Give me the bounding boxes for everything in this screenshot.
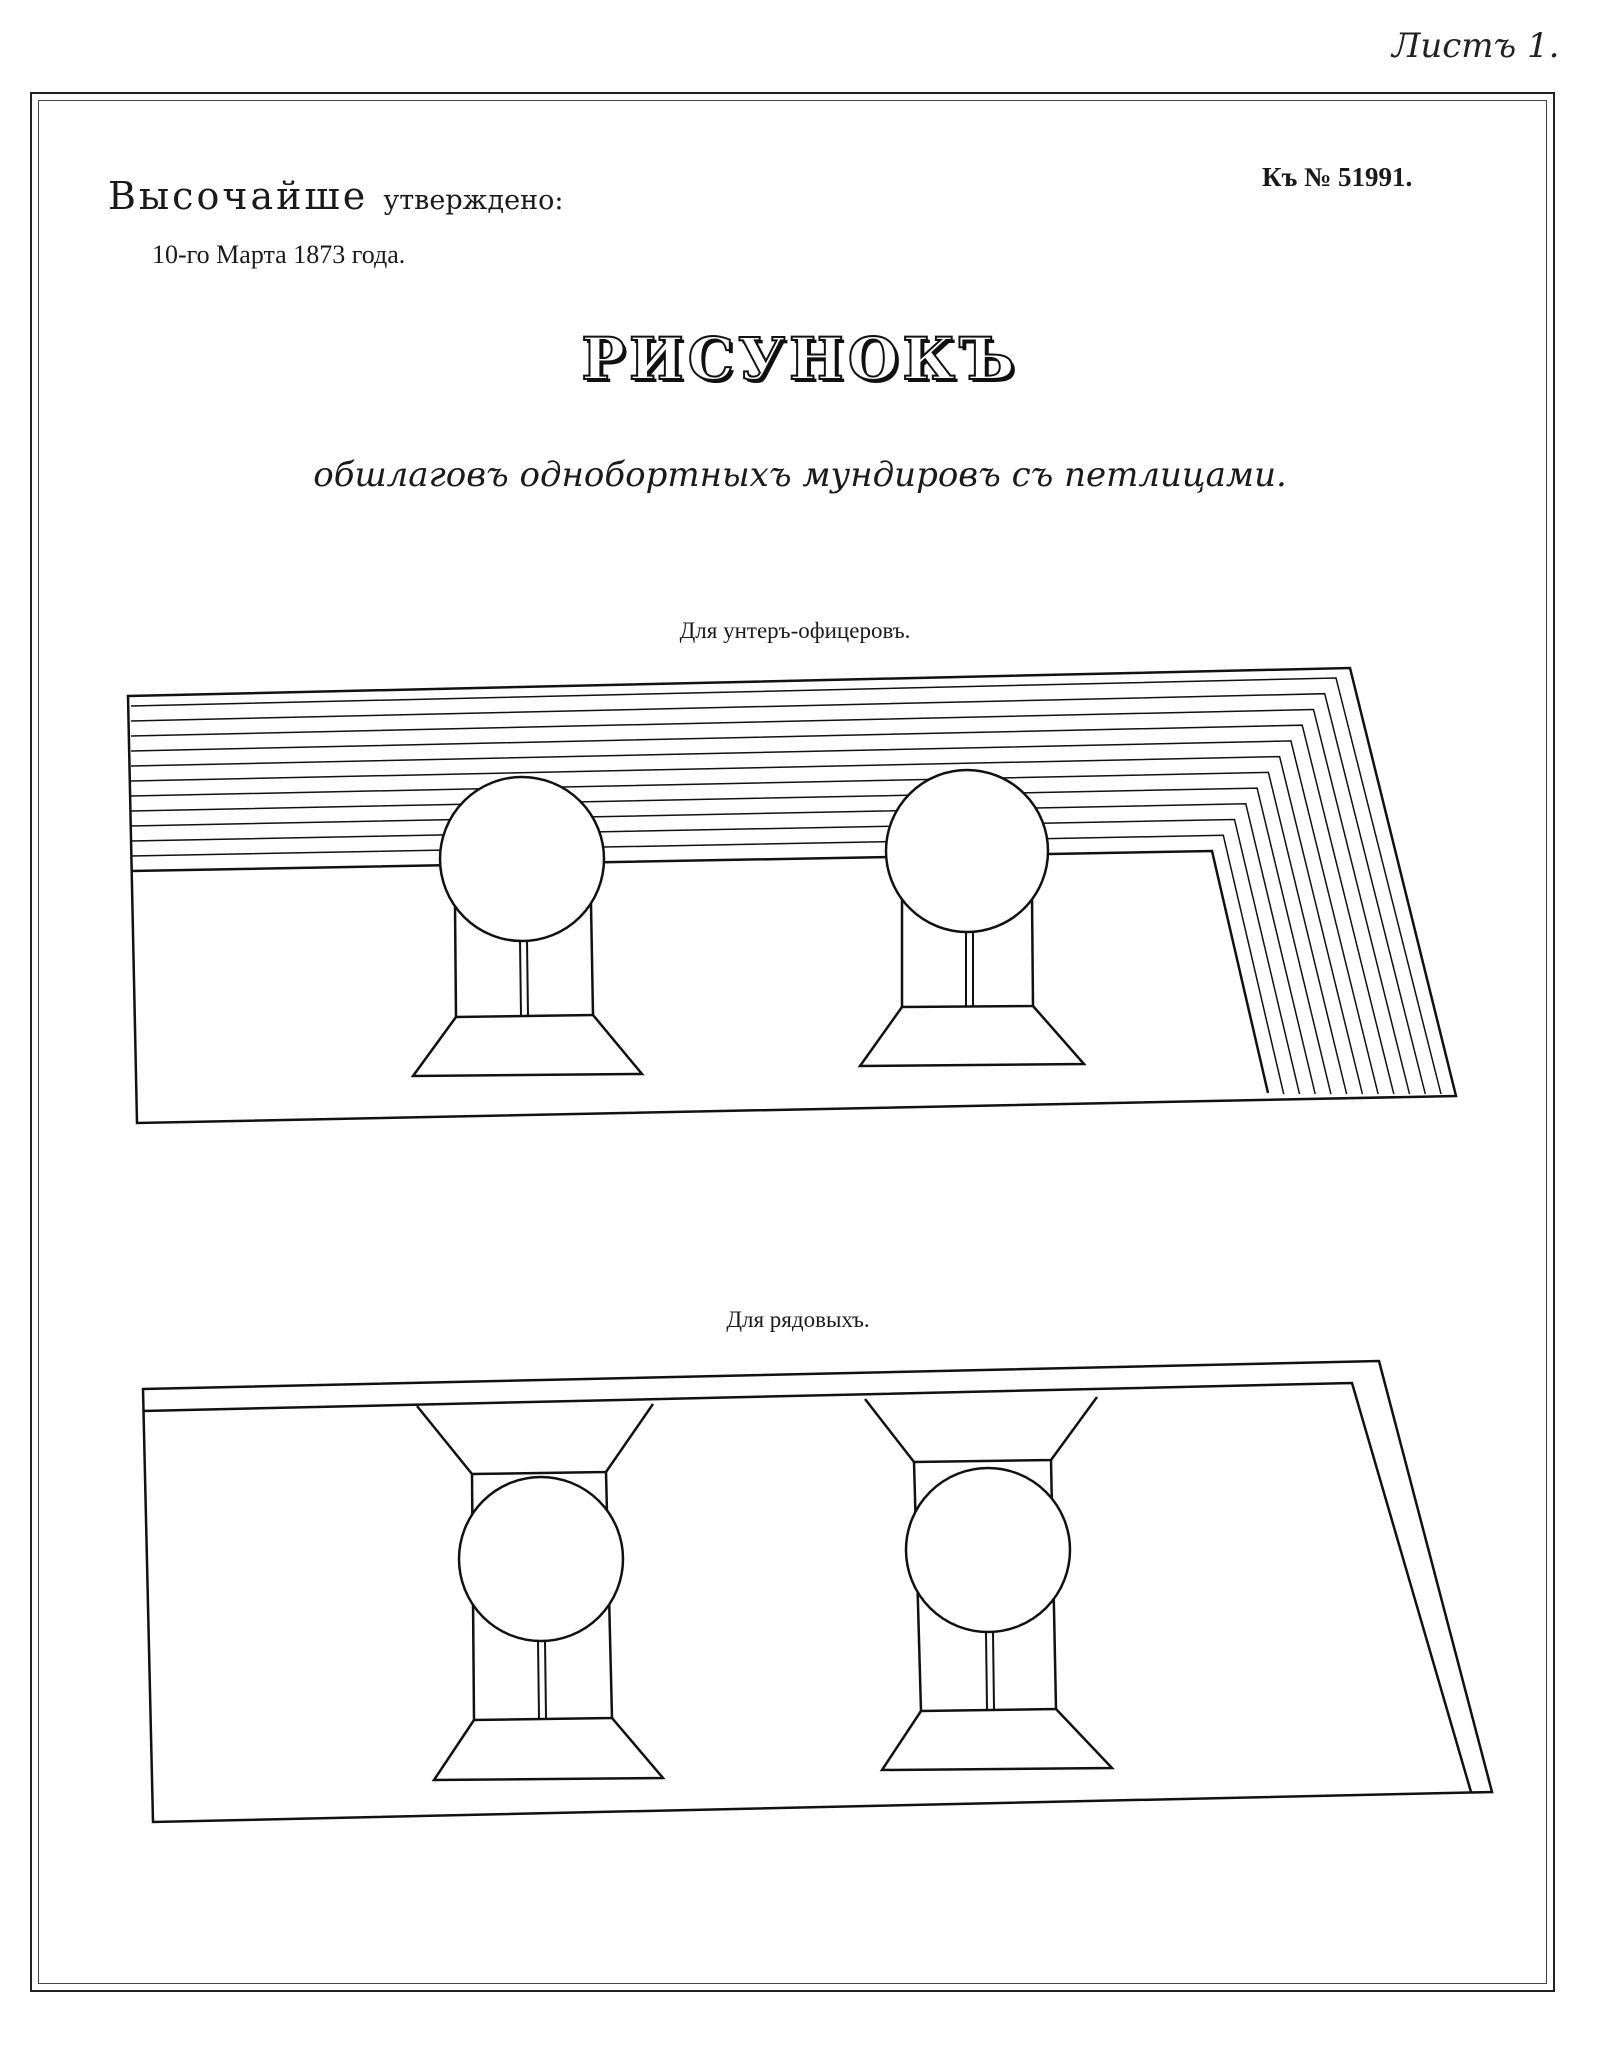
nco-braid-stripe	[131, 741, 1378, 1094]
private-buttonhole-2	[865, 1397, 1112, 1770]
document-title: РИСУНОКЪ	[581, 325, 1019, 393]
nco-cuff-stripe-border	[131, 851, 1268, 1093]
private-cuff-outline	[143, 1361, 1492, 1822]
approval-rest: утверждено:	[383, 185, 564, 216]
sheet-label: Листъ 1.	[1392, 26, 1560, 66]
private-button-2	[906, 1468, 1070, 1632]
nco-braid-stripe	[131, 678, 1441, 1094]
nco-button-2	[886, 770, 1048, 932]
nco-braid-stripe	[131, 725, 1394, 1094]
nco-cuff-drawing	[128, 668, 1456, 1123]
private-section-label: Для рядовыхъ.	[726, 1307, 870, 1332]
approval-word: Высочайше	[108, 174, 369, 218]
nco-braid-stripe	[131, 788, 1331, 1094]
private-cuff-drawing	[143, 1361, 1492, 1822]
reference-number: Къ № 51991.	[1262, 162, 1413, 192]
nco-section-label: Для унтеръ-офицеровъ.	[679, 618, 911, 643]
nco-braid-stripe	[131, 694, 1425, 1094]
nco-button-1	[440, 777, 604, 941]
nco-buttonhole-1	[413, 777, 642, 1076]
nco-braid-stripe	[131, 835, 1284, 1094]
document-subtitle: обшлаговъ однобортныхъ мундировъ съ петлицами.	[313, 455, 1287, 495]
private-cuff-border	[143, 1383, 1471, 1792]
nco-braid-stripe	[131, 804, 1315, 1094]
nco-cuff-stripes	[131, 678, 1441, 1094]
private-button-1	[459, 1477, 623, 1641]
nco-buttonhole-2	[860, 770, 1084, 1066]
private-buttonhole-1	[417, 1404, 663, 1780]
approval-date: 10-го Марта 1873 года.	[152, 240, 406, 269]
